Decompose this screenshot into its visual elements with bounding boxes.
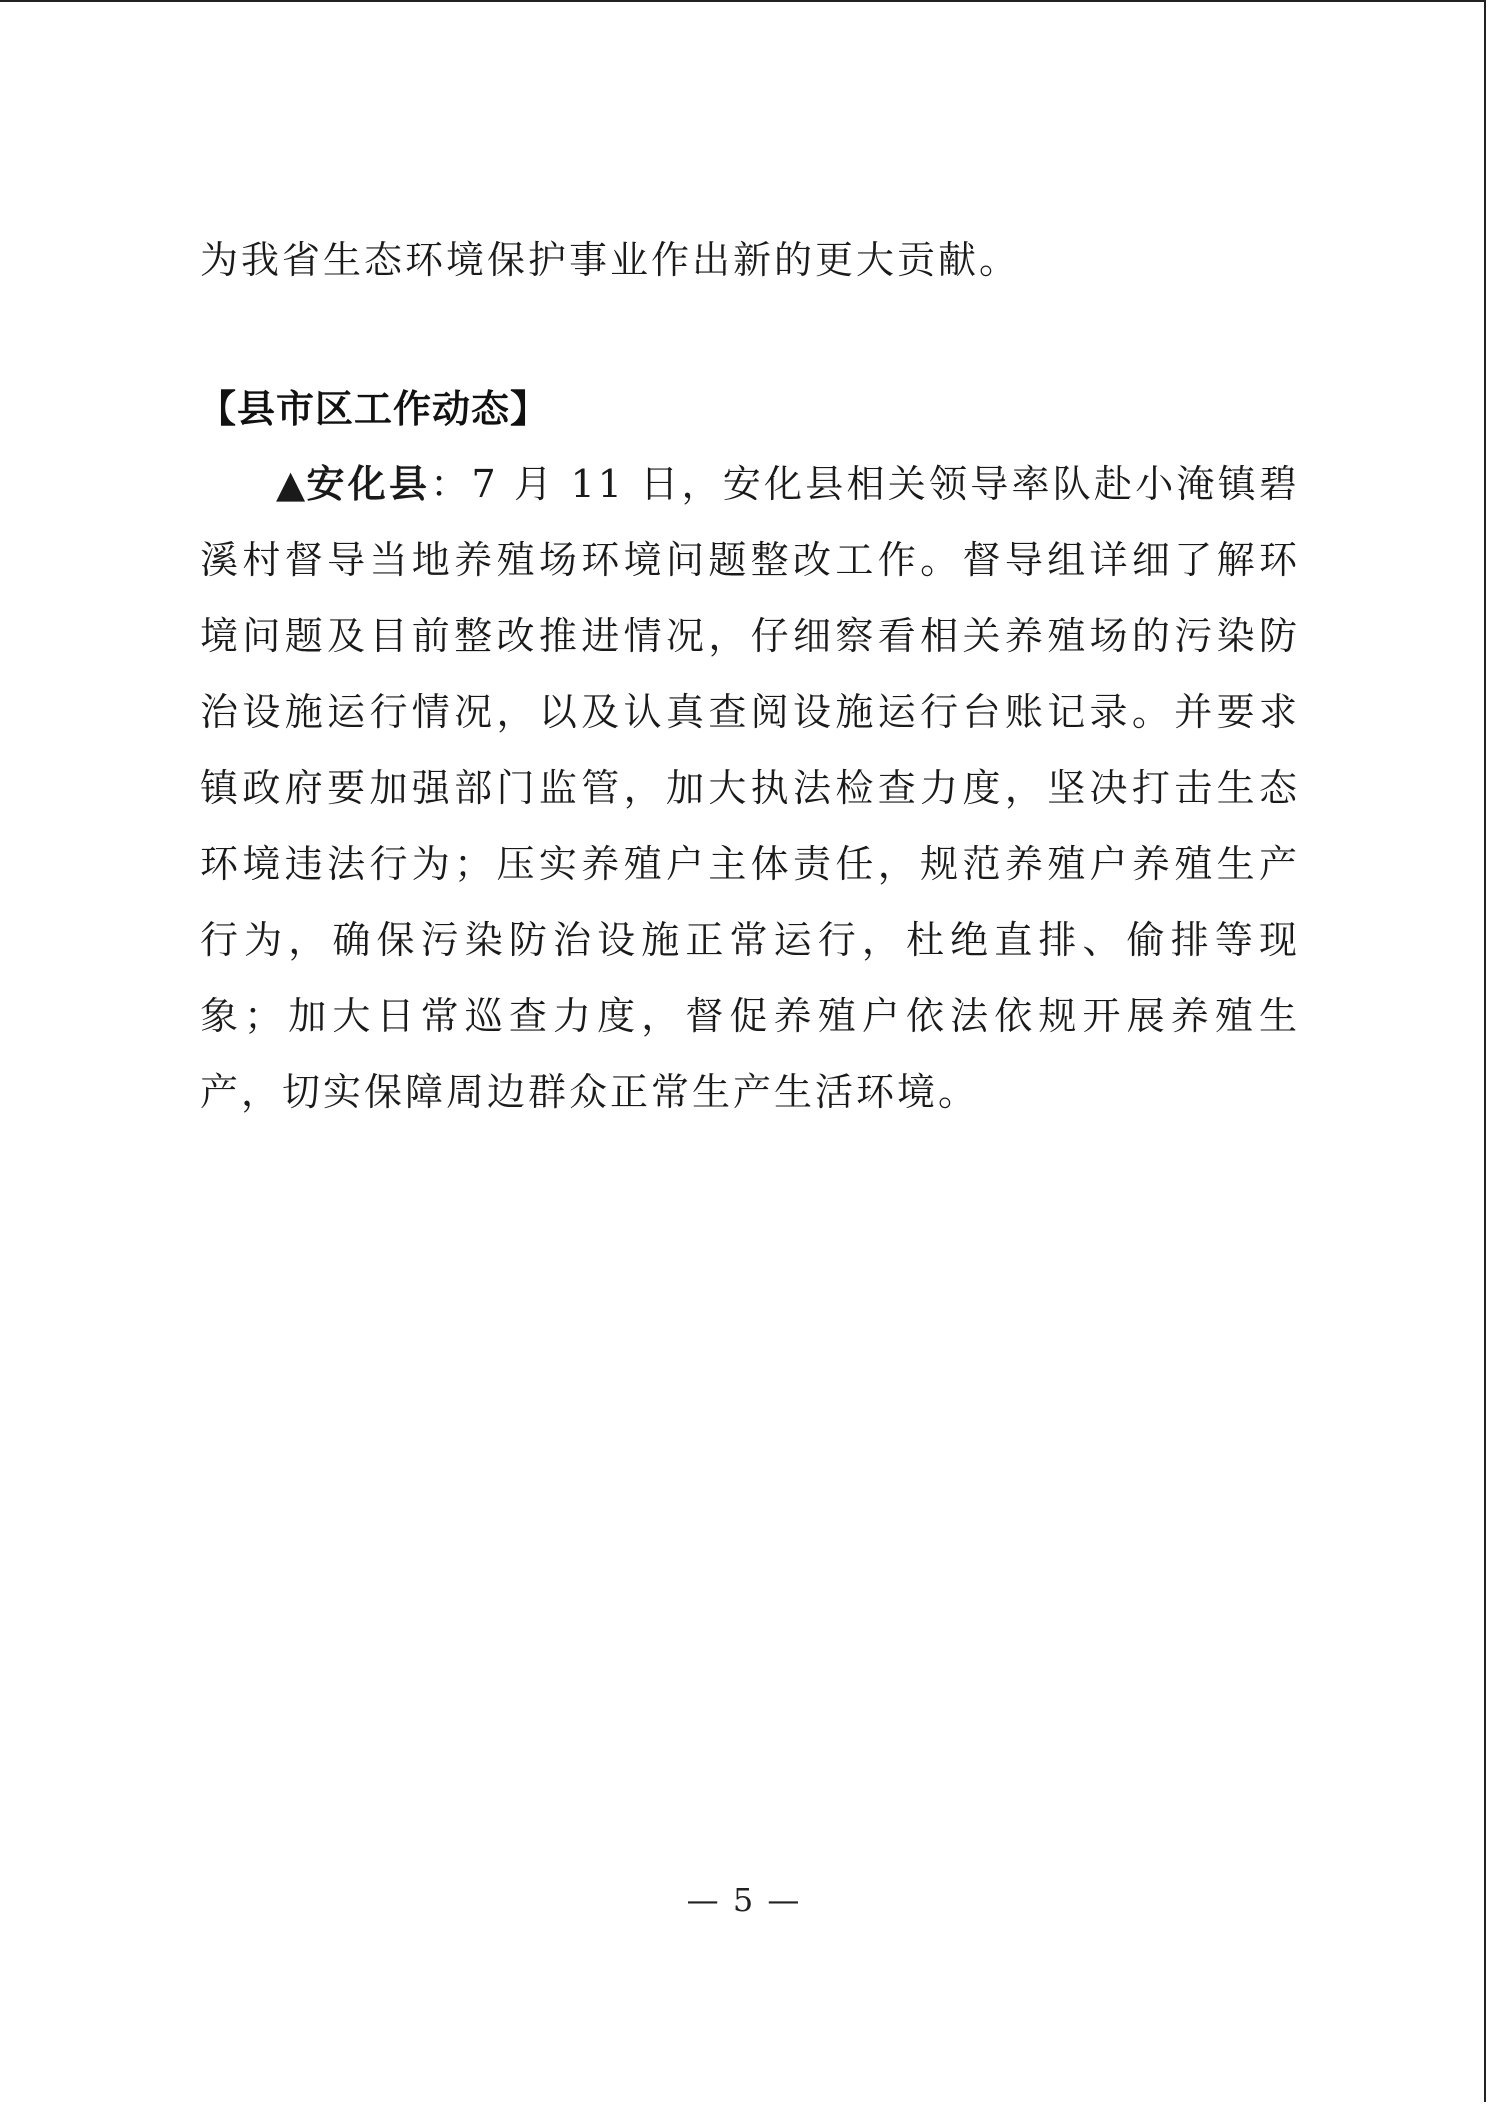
section-heading: 【县市区工作动态】 <box>198 387 550 431</box>
news-item-body: 7 月 11 日，安化县相关领导率队赴小淹镇碧溪村督导当地养殖场环境问题整改工作。督导组详细了解环境问题及目前整改推进情况，仔细察看相关养殖场的污染防治设施运行情况，以及认真查阅设施运行台账记录。并要求镇政府要加强部门监管，加大执法检查力度，坚决打击生态环境违法行为；压实养殖户主体责任，规范养殖户养殖生产行为，确保污染防治设施正常运行，杜绝直排、偷排等现象；加大日常巡查力度，督促养殖户依法依规开展养殖生产，切实保障周边群众正常生产生活环境。 <box>200 462 1300 1114</box>
carryover-paragraph: 为我省生态环境保护事业作出新的更大贡献。 <box>200 238 1021 282</box>
news-item-paragraph <box>200 446 1300 1130</box>
county-separator: ： <box>430 462 472 506</box>
triangle-bullet-icon: ▲ <box>276 462 307 506</box>
county-name: 安化县 <box>306 462 431 506</box>
page-number: — 5 — <box>686 1881 802 1919</box>
